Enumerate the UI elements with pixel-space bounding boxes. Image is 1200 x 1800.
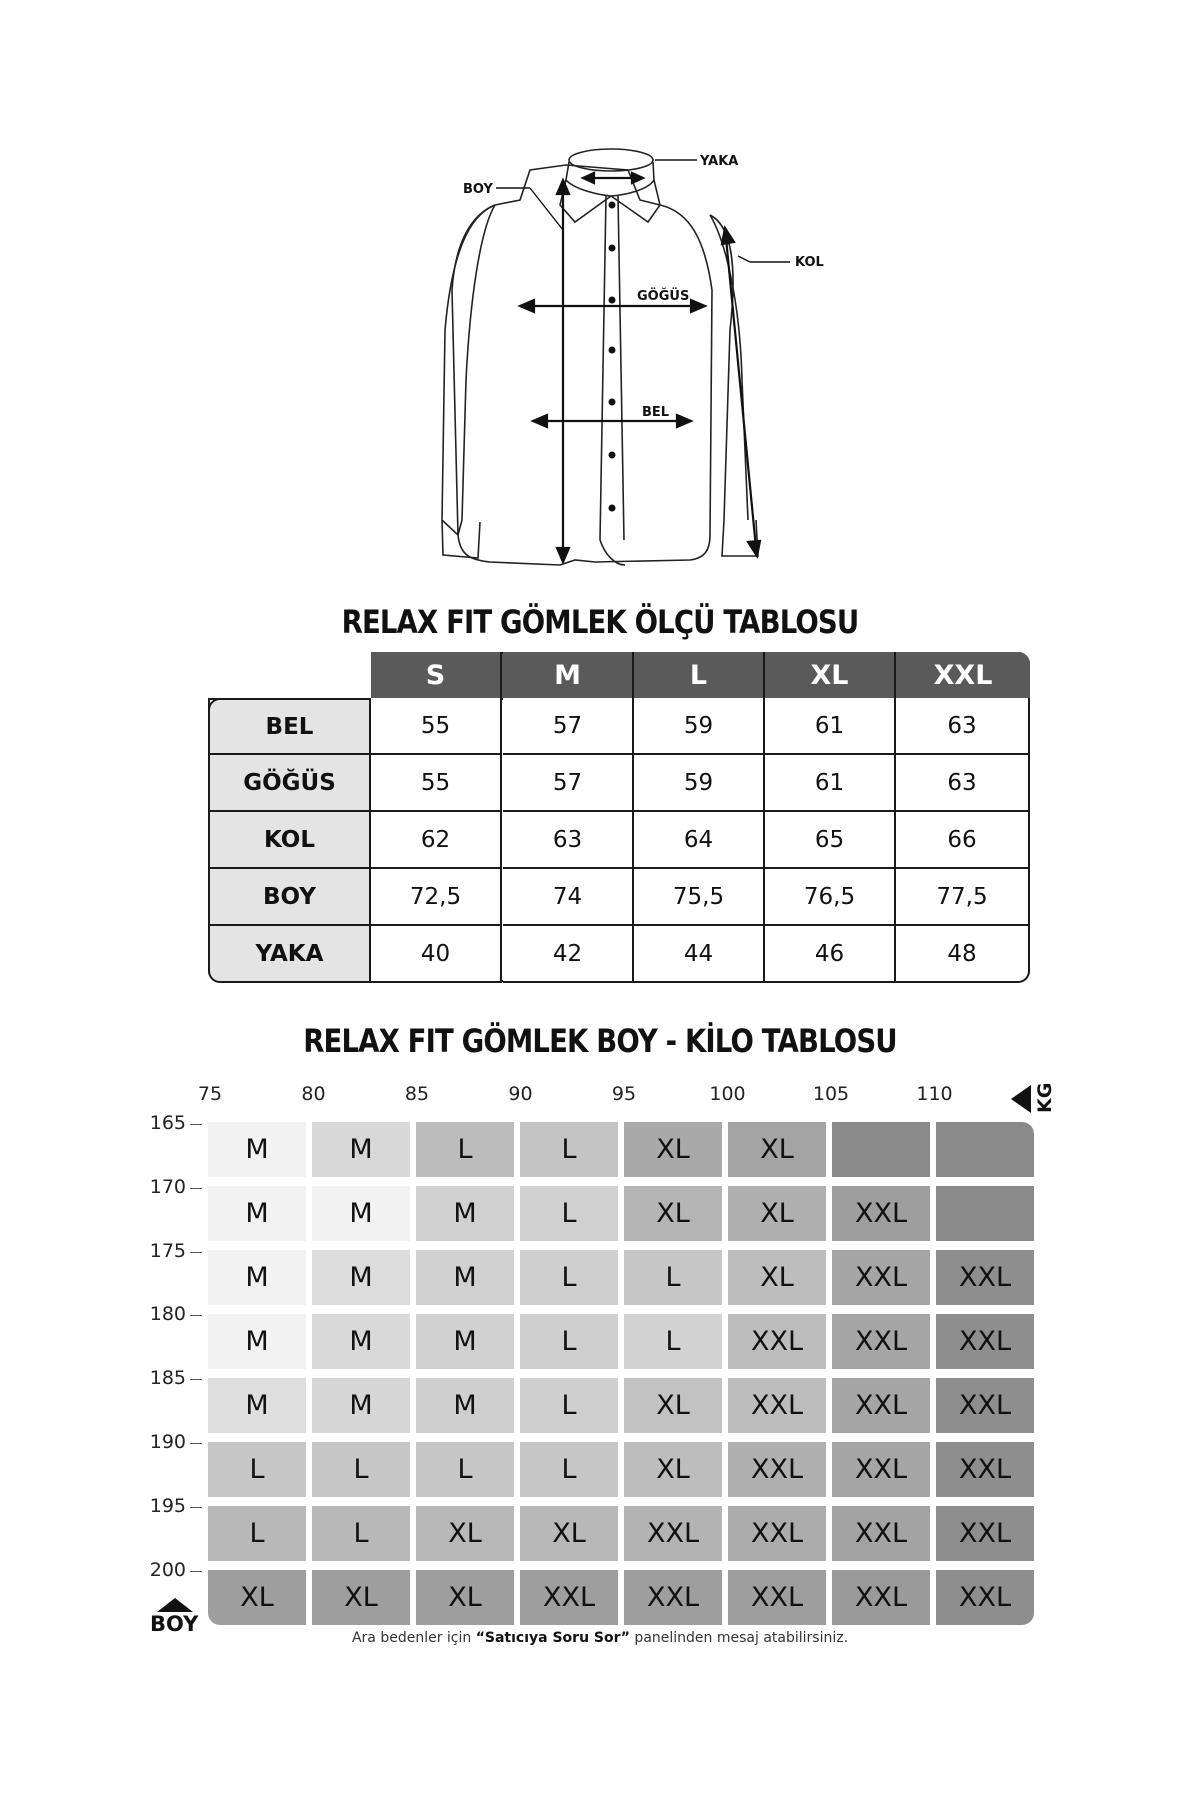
boy-kilo-cell: L [312, 1506, 410, 1561]
size-cell: 63 [896, 698, 1030, 755]
size-cell: 57 [503, 755, 634, 812]
boy-kilo-cell: XL [728, 1186, 826, 1241]
size-row-label: YAKA [208, 926, 371, 983]
boy-kilo-cell: XXL [520, 1570, 618, 1625]
boy-tick-mark [190, 1571, 202, 1572]
footer-note [0, 1630, 1200, 1646]
boy-kilo-cell: XXL [728, 1442, 826, 1497]
boy-kilo-cell: XXL [624, 1506, 722, 1561]
boy-kilo-cell: XXL [832, 1250, 930, 1305]
boy-kilo-cell: XL [416, 1570, 514, 1625]
size-cell: 42 [503, 926, 634, 983]
size-cell: 72,5 [371, 869, 502, 926]
boy-arrow-icon [157, 1598, 193, 1612]
boy-kilo-cell: M [416, 1186, 514, 1241]
boy-kilo-cell: XL [624, 1186, 722, 1241]
size-cell: 77,5 [896, 869, 1030, 926]
boy-kilo-cell: XXL [936, 1314, 1034, 1369]
size-cell: 64 [634, 812, 765, 869]
size-cell: 74 [503, 869, 634, 926]
kg-tick-label: 105 [812, 1083, 850, 1105]
boy-kilo-cell: XXL [832, 1442, 930, 1497]
boy-kilo-cell: L [208, 1442, 306, 1497]
size-table-title: RELAX FIT GÖMLEK ÖLÇÜ TABLOSU [341, 603, 859, 641]
kol-label: KOL [795, 255, 824, 270]
boy-kilo-cell: M [208, 1250, 306, 1305]
kg-tick-label: 110 [916, 1083, 953, 1105]
size-cell: 59 [634, 698, 765, 755]
boy-kilo-cell: XL [728, 1122, 826, 1177]
size-cell: 63 [896, 755, 1030, 812]
size-cell: 65 [765, 812, 896, 869]
boy-tick-label: 165 [149, 1112, 186, 1134]
note-text-end: panelinden mesaj atabilirsiniz. [629, 1630, 849, 1646]
size-cell: 44 [634, 926, 765, 983]
boy-kilo-cell: XXL [832, 1570, 930, 1625]
boy-axis-label: BOY [150, 1612, 199, 1636]
boy-kilo-cell: M [208, 1378, 306, 1433]
boy-kilo-cell: XXL [832, 1378, 930, 1433]
size-cell: 55 [371, 755, 502, 812]
boy-kilo-cell: M [416, 1250, 514, 1305]
boy-kilo-cell: L [312, 1442, 410, 1497]
boy-kilo-cell [936, 1186, 1034, 1241]
size-cell: 61 [765, 755, 896, 812]
boy-kilo-cell: M [312, 1122, 410, 1177]
boy-label: BOY [463, 182, 493, 197]
boy-tick-mark [190, 1315, 202, 1316]
boy-kilo-cell: XXL [728, 1506, 826, 1561]
boy-kilo-cell: XL [624, 1378, 722, 1433]
size-cell: 46 [765, 926, 896, 983]
boy-tick-mark [190, 1443, 202, 1444]
boy-tick-label: 200 [149, 1558, 186, 1581]
note-text-start: Ara bedenler için [351, 1630, 476, 1646]
boy-kilo-cell [936, 1122, 1034, 1177]
boy-kilo-cell: XXL [624, 1570, 722, 1625]
boy-tick-label: 185 [149, 1367, 186, 1390]
boy-kilo-cell: M [416, 1378, 514, 1433]
size-row-label: KOL [208, 812, 371, 869]
boy-kilo-cell: XXL [728, 1314, 826, 1369]
boy-kilo-cell: L [416, 1442, 514, 1497]
kg-tick-label: 85 [404, 1083, 430, 1105]
bel-label: BEL [642, 405, 670, 420]
boy-tick-mark [190, 1252, 202, 1253]
size-header-4: XL [765, 652, 896, 698]
boy-kilo-cell: L [208, 1506, 306, 1561]
boy-kilo-cell: XL [624, 1122, 722, 1177]
boy-kilo-cell: M [312, 1378, 410, 1433]
boy-kilo-cell: L [520, 1250, 618, 1305]
size-cell: 66 [896, 812, 1030, 869]
gogus-label: GÖĞÜS [637, 289, 690, 304]
boy-kilo-cell: XXL [832, 1314, 930, 1369]
size-row-label: BOY [208, 869, 371, 926]
boy-kilo-cell: XL [416, 1506, 514, 1561]
boy-kilo-cell: M [208, 1186, 306, 1241]
boy-kilo-title: RELAX FIT GÖMLEK BOY - KİLO TABLOSU [303, 1022, 897, 1060]
boy-kilo-cell: XL [520, 1506, 618, 1561]
kg-tick-label: 90 [508, 1083, 533, 1105]
boy-tick-mark [190, 1188, 202, 1189]
boy-kilo-cell: XXL [936, 1570, 1034, 1625]
boy-kilo-cell: M [416, 1314, 514, 1369]
boy-tick-label: 180 [149, 1303, 186, 1326]
boy-tick-label: 175 [149, 1239, 186, 1262]
kg-tick-label: 75 [197, 1083, 223, 1105]
boy-tick-label: 195 [149, 1494, 186, 1517]
size-cell: 40 [371, 926, 502, 983]
kg-tick-label: 100 [709, 1083, 746, 1105]
kg-arrow-icon [1011, 1085, 1031, 1113]
size-cell: 75,5 [634, 869, 765, 926]
boy-kilo-cell: L [624, 1250, 722, 1305]
size-cell: 57 [503, 698, 634, 755]
boy-kilo-cell: L [520, 1378, 618, 1433]
kg-tick-label: 80 [301, 1083, 326, 1105]
size-header-3: L [634, 652, 765, 698]
boy-tick-label: 190 [149, 1431, 186, 1453]
boy-kilo-cell: L [520, 1442, 618, 1497]
boy-kilo-cell: XXL [936, 1442, 1034, 1497]
boy-tick-label: 170 [149, 1175, 186, 1198]
boy-kilo-cell: XL [312, 1570, 410, 1625]
size-cell: 63 [503, 812, 634, 869]
size-header-2: M [503, 652, 634, 698]
boy-tick-mark [190, 1124, 202, 1125]
size-cell: 62 [371, 812, 502, 869]
boy-kilo-cell: XXL [728, 1570, 826, 1625]
boy-kilo-cell: XXL [936, 1250, 1034, 1305]
yaka-label: YAKA [700, 154, 739, 169]
boy-kilo-cell: L [520, 1122, 618, 1177]
boy-kilo-cell: XL [624, 1442, 722, 1497]
boy-kilo-cell: XXL [832, 1186, 930, 1241]
note-text-bold: “Satıcıya Soru Sor” [475, 1630, 630, 1646]
boy-kilo-cell: L [520, 1186, 618, 1241]
boy-tick-mark [190, 1507, 202, 1508]
boy-kilo-cell: L [520, 1314, 618, 1369]
boy-kilo-cell: XXL [936, 1378, 1034, 1433]
boy-kilo-cell: XXL [936, 1506, 1034, 1561]
kg-tick-label: 95 [611, 1083, 637, 1105]
boy-kilo-cell: M [312, 1186, 410, 1241]
boy-kilo-cell: XXL [832, 1506, 930, 1561]
size-header-1: S [371, 652, 502, 698]
boy-kilo-cell: XL [728, 1250, 826, 1305]
boy-tick-mark [190, 1379, 202, 1380]
size-cell: 76,5 [765, 869, 896, 926]
size-cell: 48 [896, 926, 1030, 983]
boy-kilo-cell: L [624, 1314, 722, 1369]
size-cell: 61 [765, 698, 896, 755]
size-header-5: XXL [896, 652, 1030, 698]
size-cell: 59 [634, 755, 765, 812]
boy-kilo-cell: XXL [728, 1378, 826, 1433]
boy-kilo-cell: M [312, 1314, 410, 1369]
size-cell: 55 [371, 698, 502, 755]
boy-kilo-cell [832, 1122, 930, 1177]
size-row-label: GÖĞÜS [208, 755, 371, 812]
boy-kilo-cell: XL [208, 1570, 306, 1625]
boy-kilo-cell: M [208, 1122, 306, 1177]
kg-axis-label: KG [1034, 1082, 1056, 1113]
size-row-label: BEL [208, 698, 371, 755]
boy-kilo-cell: M [208, 1314, 306, 1369]
boy-kilo-cell: L [416, 1122, 514, 1177]
boy-kilo-cell: M [312, 1250, 410, 1305]
